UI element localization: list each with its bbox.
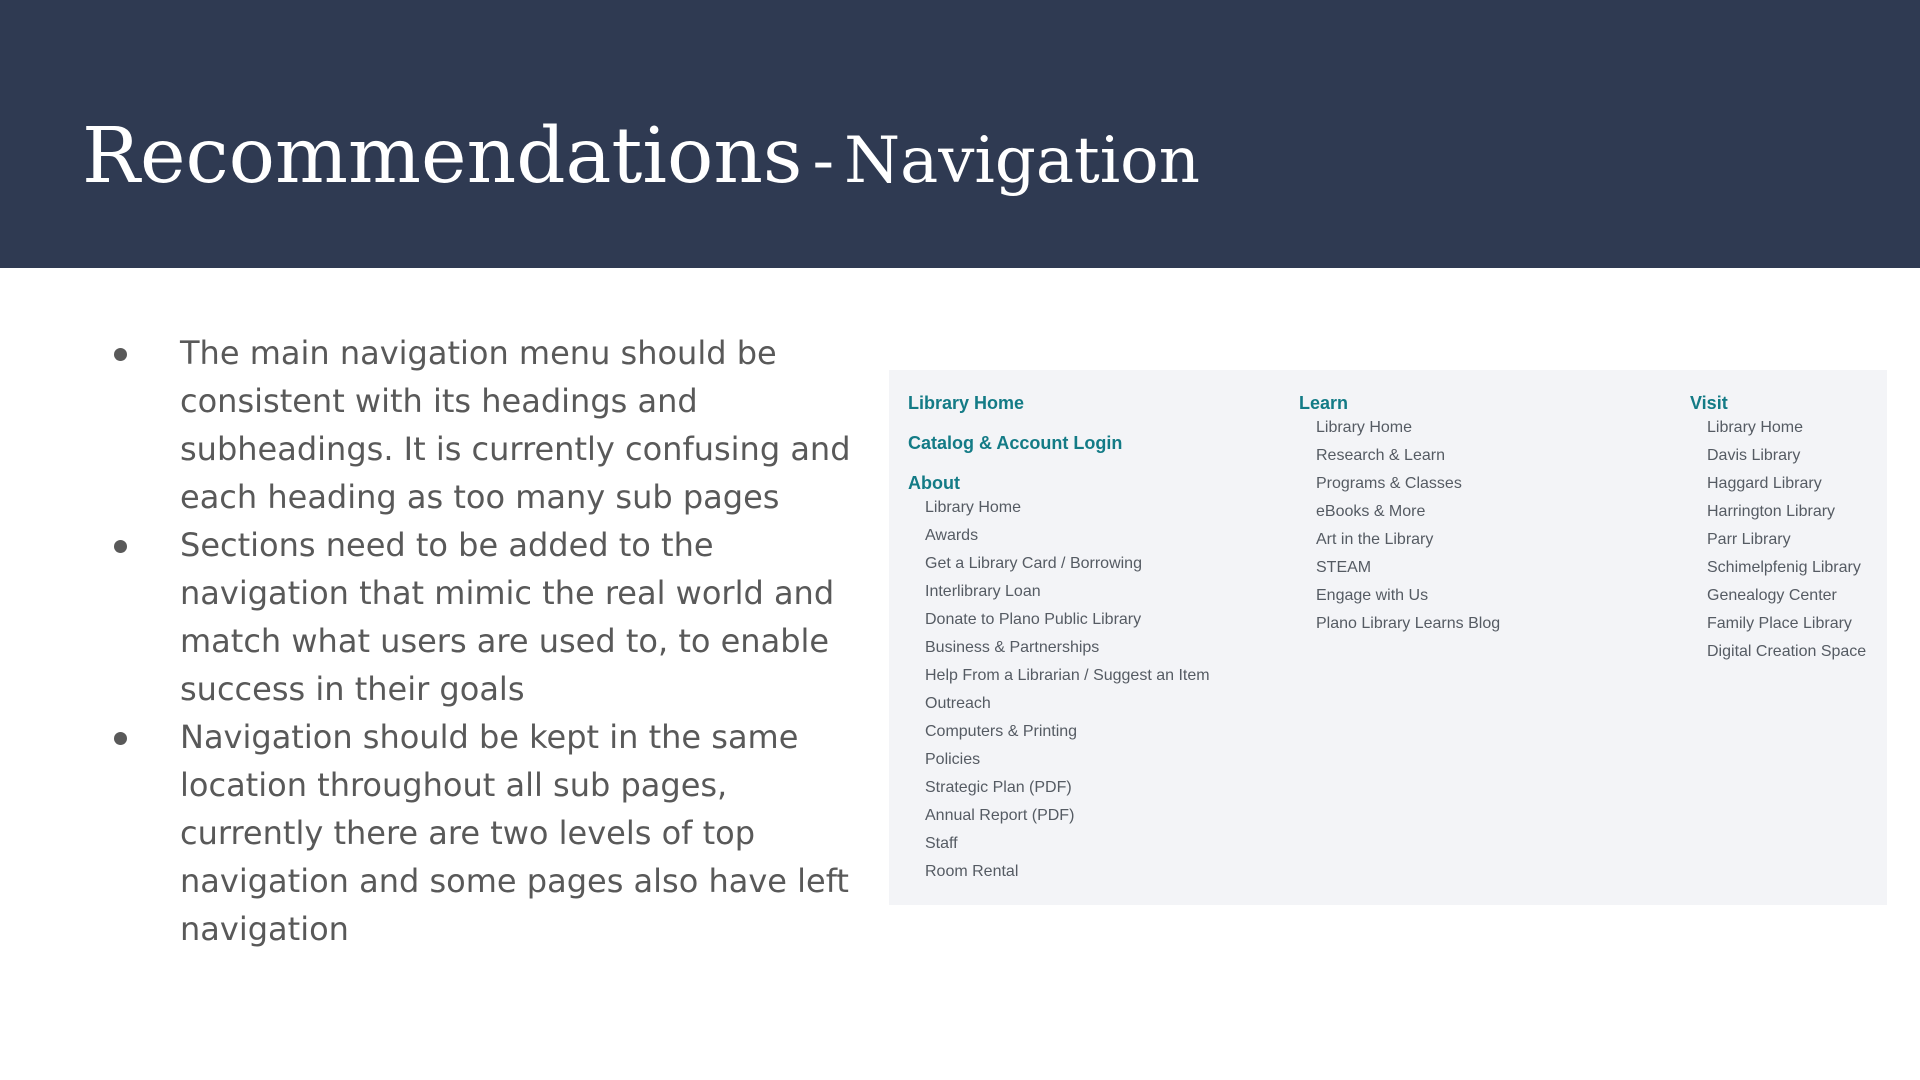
nav-item[interactable]: Genealogy Center <box>1707 587 1837 604</box>
nav-item[interactable]: Library Home <box>1707 419 1804 436</box>
nav-item[interactable]: Annual Report (PDF) <box>925 807 1075 824</box>
nav-column-main <box>908 392 1210 886</box>
nav-item[interactable]: Get a Library Card / Borrowing <box>925 555 1142 572</box>
nav-heading-catalog-login[interactable]: Catalog & Account Login <box>908 433 1123 453</box>
bullet-dot-icon <box>114 732 127 745</box>
nav-about-list <box>908 494 1210 886</box>
nav-item[interactable]: Policies <box>925 751 981 768</box>
bullet-item <box>110 329 870 521</box>
nav-item[interactable]: Donate to Plano Public Library <box>925 611 1142 628</box>
title-band <box>0 0 1920 268</box>
bullet-list <box>110 329 870 953</box>
nav-item[interactable]: Programs & Classes <box>1316 475 1462 492</box>
bullet-text: Navigation should be kept in the same location throughout all sub pages, currently there are two levels of top navigation and some pages also have left navigation <box>180 718 849 948</box>
bullet-text: Sections need to be added to the navigation that mimic the real world and match what users are used to, to enable success in their goals <box>180 526 835 708</box>
nav-item[interactable]: Outreach <box>925 695 991 712</box>
bullet-dot-icon <box>114 348 127 361</box>
nav-item[interactable]: Room Rental <box>925 863 1019 880</box>
nav-item[interactable]: Strategic Plan (PDF) <box>925 779 1072 796</box>
slide-title-separator: - <box>812 124 835 198</box>
navigation-menu-screenshot <box>889 370 1887 905</box>
nav-column-learn <box>1299 392 1500 638</box>
nav-item[interactable]: Haggard Library <box>1707 475 1822 492</box>
nav-item[interactable]: Harrington Library <box>1707 503 1836 520</box>
bullet-text: The main navigation menu should be consistent with its headings and subheadings. It is currently confusing and each heading as too many sub pages <box>180 334 851 516</box>
nav-item[interactable]: Awards <box>925 527 979 544</box>
nav-item[interactable]: Art in the Library <box>1316 531 1434 548</box>
nav-item[interactable]: Research & Learn <box>1316 447 1445 464</box>
nav-item[interactable]: Engage with Us <box>1316 587 1429 604</box>
nav-item[interactable]: Library Home <box>925 499 1022 516</box>
nav-item[interactable]: Help From a Librarian / Suggest an Item <box>925 667 1210 684</box>
nav-item[interactable]: Parr Library <box>1707 531 1791 548</box>
nav-item[interactable]: Plano Library Learns Blog <box>1316 615 1501 632</box>
nav-visit-list <box>1690 414 1866 666</box>
slide-subtitle: Navigation <box>844 124 1200 198</box>
nav-item[interactable]: Family Place Library <box>1707 615 1852 632</box>
nav-item[interactable]: Digital Creation Space <box>1707 643 1867 660</box>
nav-item[interactable]: eBooks & More <box>1316 503 1426 520</box>
nav-item[interactable]: Library Home <box>1316 419 1413 436</box>
slide-title <box>82 112 1200 201</box>
nav-item[interactable]: Interlibrary Loan <box>925 583 1041 600</box>
bullet-dot-icon <box>114 540 127 553</box>
nav-column-visit <box>1690 392 1866 666</box>
nav-heading-about[interactable]: About <box>908 473 960 493</box>
nav-learn-list <box>1299 414 1500 638</box>
nav-item[interactable]: Davis Library <box>1707 447 1801 464</box>
slide-title-main: Recommendations <box>82 112 803 201</box>
nav-item[interactable]: Schimelpfenig Library <box>1707 559 1861 576</box>
nav-heading-learn[interactable]: Learn <box>1299 393 1349 413</box>
nav-item[interactable]: STEAM <box>1316 559 1372 576</box>
bullet-item <box>110 521 870 713</box>
nav-item[interactable]: Staff <box>925 835 958 852</box>
nav-item[interactable]: Computers & Printing <box>925 723 1078 740</box>
bullet-item <box>110 713 870 953</box>
nav-heading-library-home[interactable]: Library Home <box>908 393 1025 413</box>
nav-heading-visit[interactable]: Visit <box>1690 393 1728 413</box>
nav-item[interactable]: Business & Partnerships <box>925 639 1100 656</box>
